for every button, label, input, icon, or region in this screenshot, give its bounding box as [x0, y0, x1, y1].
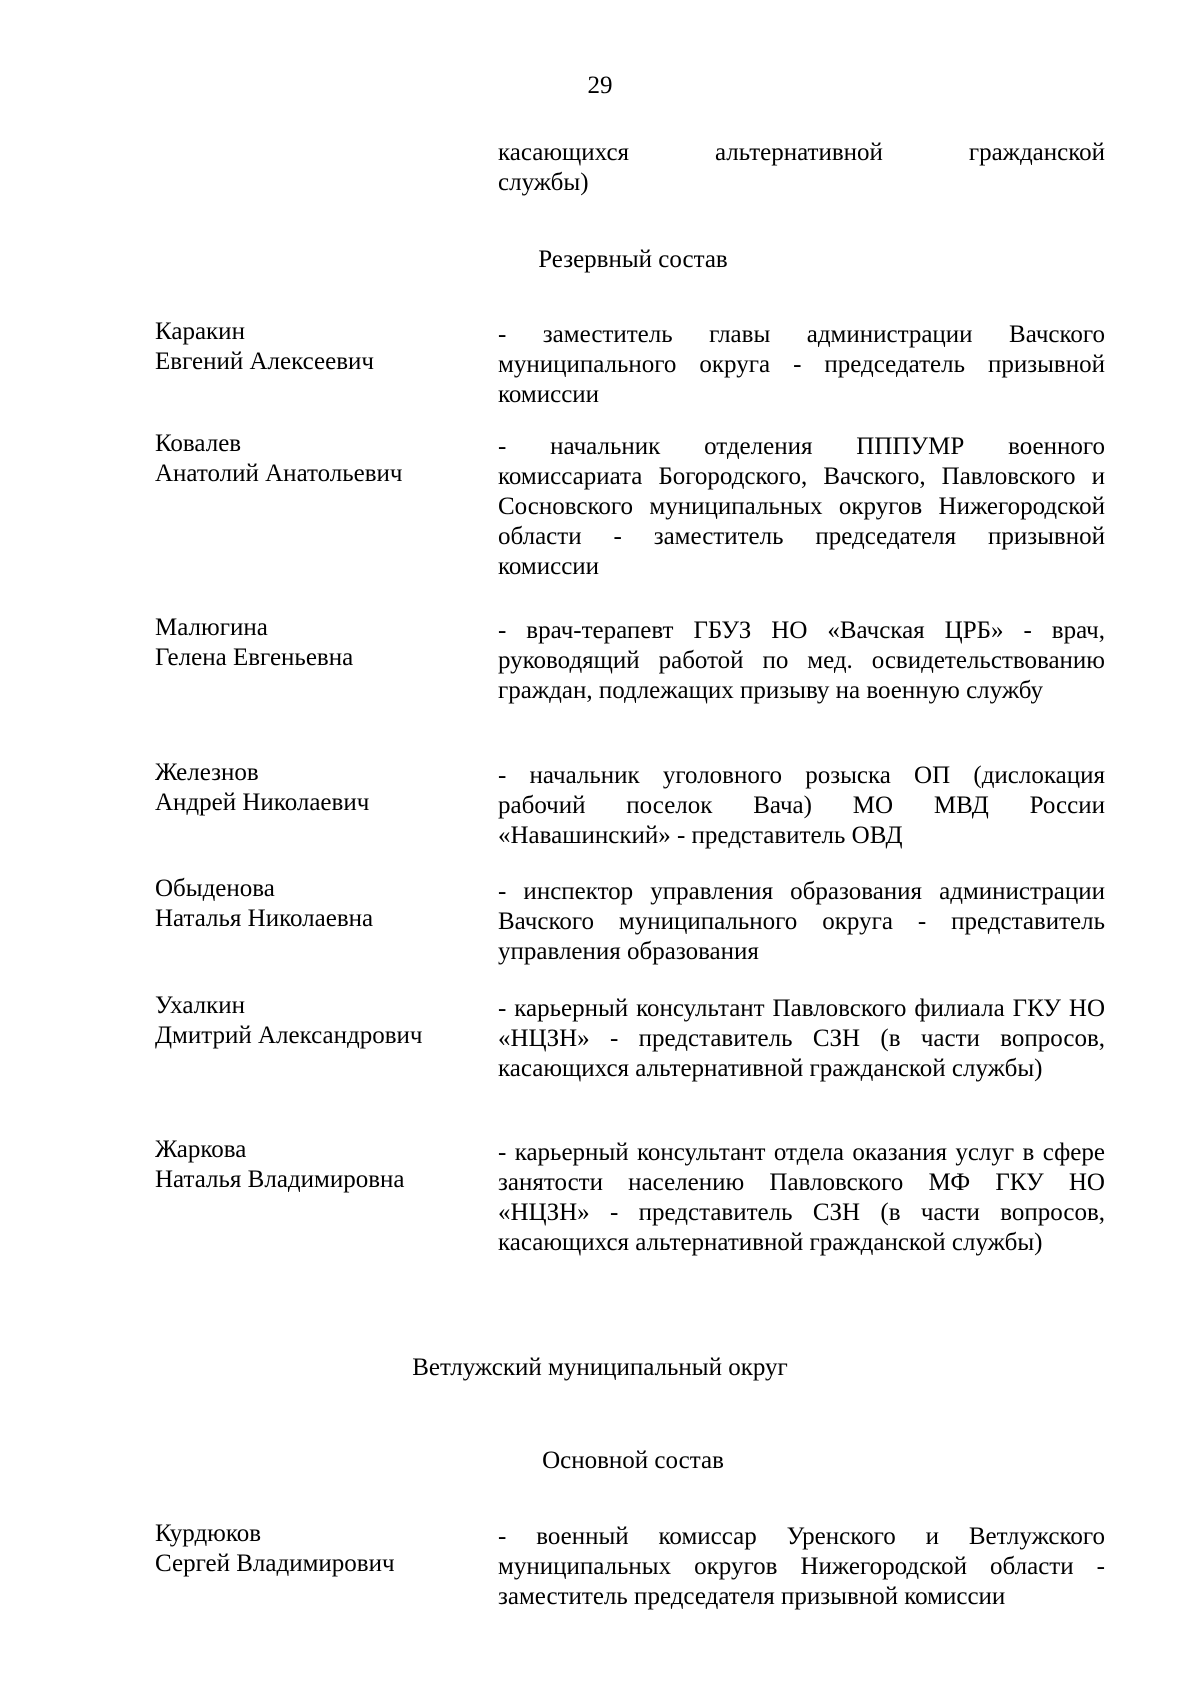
member-name [155, 1135, 485, 1195]
member-role: - инспектор управления образования администрации Вачского муниципального округа - представитель управления образования [498, 878, 1105, 965]
section-heading-main: Основной состав [542, 1447, 724, 1474]
member-given-name: Гелена Евгеньевна [155, 644, 354, 671]
member-surname: Обыденова [155, 875, 275, 902]
member-role: - начальник отделения ПППУМР военного комиссариата Богородского, Вачского, Павловского и Сосновского муниципальных округов Нижегородской области - заместитель председателя призывной комиссии [498, 433, 1105, 580]
member-name [155, 429, 485, 489]
member-surname: Каракин [155, 318, 245, 345]
member-surname: Железнов [155, 759, 259, 786]
member-role: - начальник уголовного розыска ОП (дислокация рабочий поселок Вача) МО МВД России «Навашинский» - представитель ОВД [498, 762, 1105, 849]
member-name [155, 758, 485, 818]
member-given-name: Сергей Владимирович [155, 1550, 395, 1577]
member-surname: Курдюков [155, 1520, 262, 1547]
continuation-line-2: службы) [498, 169, 589, 196]
member-given-name: Наталья Николаевна [155, 905, 374, 932]
page-number: 29 [587, 72, 613, 99]
member-role: - карьерный консультант Павловского филиала ГКУ НО «НЦЗН» - представитель СЗН (в части вопросов, касающихся альтернативной гражданской службы) [498, 995, 1105, 1082]
member-surname: Ковалев [155, 430, 242, 457]
member-role: - заместитель главы администрации Вачского муниципального округа - председатель призывной комиссии [498, 321, 1105, 408]
continuation-text [498, 138, 1105, 198]
continuation-line-1: касающихся альтернативной гражданской [498, 139, 1105, 166]
member-surname: Жаркова [155, 1136, 247, 1163]
member-name [155, 613, 485, 673]
member-name [155, 874, 485, 934]
member-surname: Малюгина [155, 614, 268, 641]
member-given-name: Евгений Алексеевич [155, 348, 374, 375]
member-given-name: Наталья Владимировна [155, 1166, 405, 1193]
member-surname: Ухалкин [155, 992, 246, 1019]
member-given-name: Анатолий Анатольевич [155, 460, 403, 487]
district-heading: Ветлужский муниципальный округ [412, 1354, 788, 1381]
member-role: - военный комиссар Уренского и Ветлужского муниципальных округов Нижегородской области - заместитель председателя призывной комиссии [498, 1523, 1105, 1610]
member-given-name: Андрей Николаевич [155, 789, 370, 816]
member-role: - карьерный консультант отдела оказания услуг в сфере занятости населению Павловского МФ ГКУ НО «НЦЗН» - представитель СЗН (в части вопросов, касающихся альтернативной гражданской службы) [498, 1139, 1105, 1256]
member-name [155, 1519, 485, 1579]
section-heading-reserve: Резервный состав [538, 246, 728, 273]
member-given-name: Дмитрий Александрович [155, 1022, 423, 1049]
member-name [155, 991, 485, 1051]
member-name [155, 317, 485, 377]
member-role: - врач-терапевт ГБУЗ НО «Вачская ЦРБ» - врач, руководящий работой по мед. освидетельствованию граждан, подлежащих призыву на военную службу [498, 617, 1105, 704]
